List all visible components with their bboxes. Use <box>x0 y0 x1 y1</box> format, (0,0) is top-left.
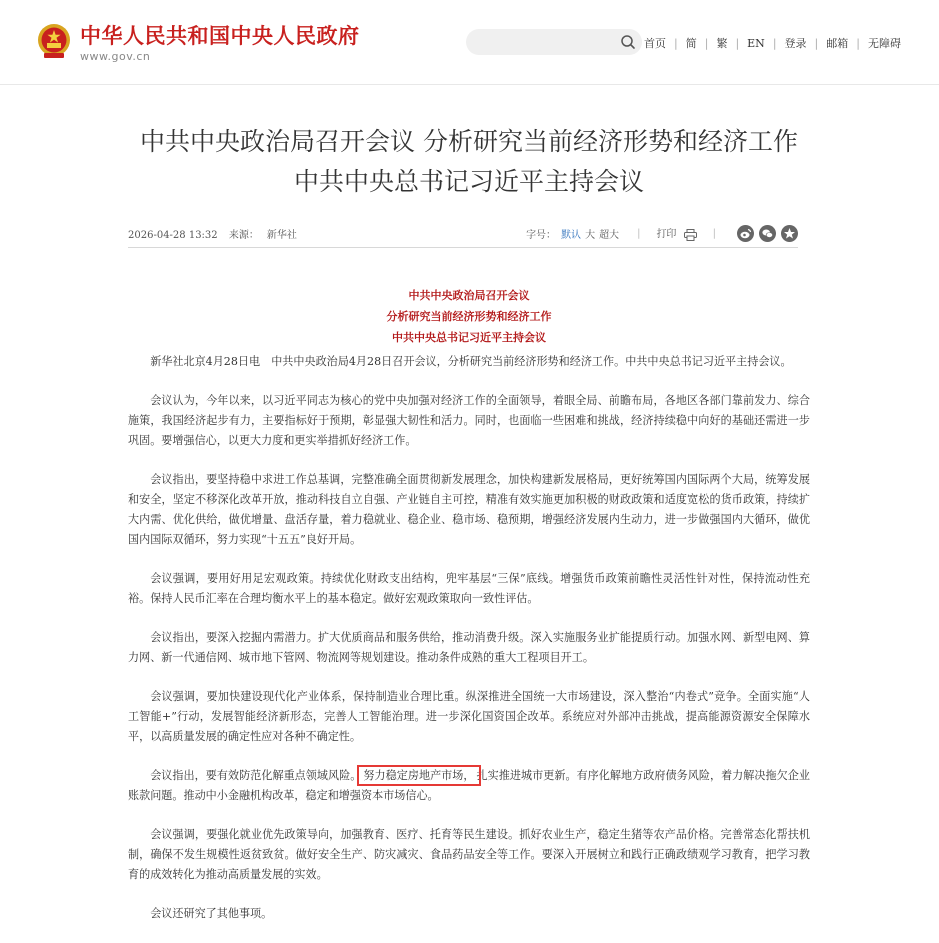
paragraph-5: 会议指出，要深入挖掘内需潜力。扩大优质商品和服务供给，推动消费升级。深入实施服务业扩能提质行动。加强水网、新型电网、算力网、新一代通信网、城市地下管网、物流网等规划建设。推动条件成熟的重大工程项目开工。 <box>128 631 810 664</box>
nav-simplified[interactable]: 简 <box>685 37 697 50</box>
source-label: 来源： <box>228 230 259 241</box>
national-emblem-icon[interactable] <box>36 22 72 60</box>
font-size-xlarge[interactable]: 超大 <box>599 229 620 241</box>
site-title[interactable]: 中华人民共和国中央人民政府 <box>80 23 360 48</box>
site-domain: www.gov.cn <box>80 50 151 63</box>
wechat-icon[interactable] <box>759 225 776 242</box>
subheading-1: 中共中央政治局召开会议 <box>408 289 530 302</box>
paragraph-2: 会议认为，今年以来，以习近平同志为核心的党中央加强对经济工作的全面领导，着眼全局、前瞻布局，各地区各部门靠前发力、综合施策，我国经济起步有力，主要指标好于预期，彰显强大韧性和活力。同时，也面临一些困难和挑战，经济持续稳中向好的基础还需进一步巩固。要增强信心，以更大力度和更实举措抓好经济工作。 <box>128 394 810 447</box>
font-size-default[interactable]: 默认 <box>561 229 582 241</box>
search-input[interactable] <box>466 29 642 55</box>
article-meta <box>128 222 798 244</box>
nav-login[interactable]: 登录 <box>784 37 807 50</box>
nav-separator: | <box>735 37 740 50</box>
subheading-2: 分析研究当前经济形势和经济工作 <box>386 310 552 323</box>
nav-separator: | <box>704 37 709 50</box>
article-title: 中共中央政治局召开会议 分析研究当前经济形势和经济工作 中共中央总书记习近平主持会议 <box>140 127 798 196</box>
print-label: 打印 <box>656 229 677 241</box>
favorite-icon[interactable] <box>781 225 798 242</box>
paragraph-7 <box>128 766 810 806</box>
paragraph-7-after: 扎实推进城市更新。有序化解地方政府债务风险，着力解决拖欠企业账款问题。推动中小金融机构改革，稳定和增强资本市场信心。 <box>128 769 810 802</box>
article-body <box>128 352 810 943</box>
search-icon[interactable] <box>620 34 636 50</box>
article-subheadings <box>128 285 810 348</box>
paragraph-4: 会议强调，要用好用足宏观政策。持续优化财政支出结构，兜牢基层“三保”底线。增强货币政策前瞻性灵活性针对性，保持流动性充裕。保持人民币汇率在合理均衡水平上的基本稳定。做好宏观政策取向一致性评估。 <box>128 572 810 605</box>
paragraph-8: 会议强调，要强化就业优先政策导向，加强教育、医疗、托育等民生建设。抓好农业生产，稳定生猪等农产品价格。完善常态化帮扶机制，确保不发生规模性返贫致贫。做好安全生产、防灾减灾、食品药品安全等工作。要深入开展树立和践行正确政绩观学习教育，把学习教育的成效转化为推动高质量发展的实效。 <box>128 828 810 881</box>
printer-icon <box>684 229 697 241</box>
nav-mail[interactable]: 邮箱 <box>826 37 849 50</box>
meta-separator: | <box>637 227 641 239</box>
meta-divider <box>128 247 798 248</box>
header-divider <box>0 84 939 85</box>
site-header <box>0 0 939 84</box>
nav-traditional[interactable]: 繁 <box>716 37 728 50</box>
paragraph-3: 会议指出，要坚持稳中求进工作总基调，完整准确全面贯彻新发展理念，加快构建新发展格局，更好统筹国内国际两个大局，统筹发展和安全，坚定不移深化改革开放，推动科技自立自强、产业链自主可控，精准有效实施更加积极的财政政策和适度宽松的货币政策，持续扩大内需、优化供给，做优增量、盘活存量，着力稳就业、稳企业、稳市场、稳预期，增强经济发展内生动力，进一步做强国内大循环，做优国内国际双循环，努力实现“十五五”良好开局。 <box>128 473 810 546</box>
source-name: 新华社 <box>266 230 297 241</box>
highlighted-phrase: 努力稳定房地产市场， <box>363 769 475 782</box>
subheading-3: 中共中央总书记习近平主持会议 <box>392 331 546 344</box>
nav-english[interactable]: EN <box>747 37 765 50</box>
nav-home[interactable]: 首页 <box>644 37 666 50</box>
paragraph-1: 新华社北京4月28日电 中共中央政治局4月28日召开会议，分析研究当前经济形势和经济工作。中共中央总书记习近平主持会议。 <box>150 355 792 368</box>
meta-separator: | <box>712 227 716 239</box>
nav-separator: | <box>814 37 819 50</box>
paragraph-9: 会议还研究了其他事项。 <box>150 907 273 920</box>
nav-accessibility[interactable]: 无障碍 <box>867 37 901 50</box>
font-size-large[interactable]: 大 <box>585 229 596 241</box>
paragraph-7-before: 会议指出，要有效防范化解重点领域风险。 <box>150 769 362 782</box>
font-size-label: 字号： <box>526 229 557 241</box>
nav-separator: | <box>772 37 777 50</box>
publish-datetime: 2026-04-28 13:32 <box>128 230 218 241</box>
nav-separator: | <box>674 37 678 50</box>
weibo-icon[interactable] <box>737 225 754 242</box>
paragraph-6: 会议强调，要加快建设现代化产业体系，保持制造业合理比重。纵深推进全国统一大市场建设，深入整治“内卷式”竞争。全面实施“人工智能+”行动，发展智能经济新形态，完善人工智能治理。进一步深化国资国企改革。系统应对外部冲击挑战，提高能源资源安全保障水平，以高质量发展的确定性应对各种不确定性。 <box>128 690 810 743</box>
nav-separator: | <box>856 37 860 50</box>
top-nav <box>644 35 901 51</box>
print-button[interactable] <box>656 225 696 241</box>
